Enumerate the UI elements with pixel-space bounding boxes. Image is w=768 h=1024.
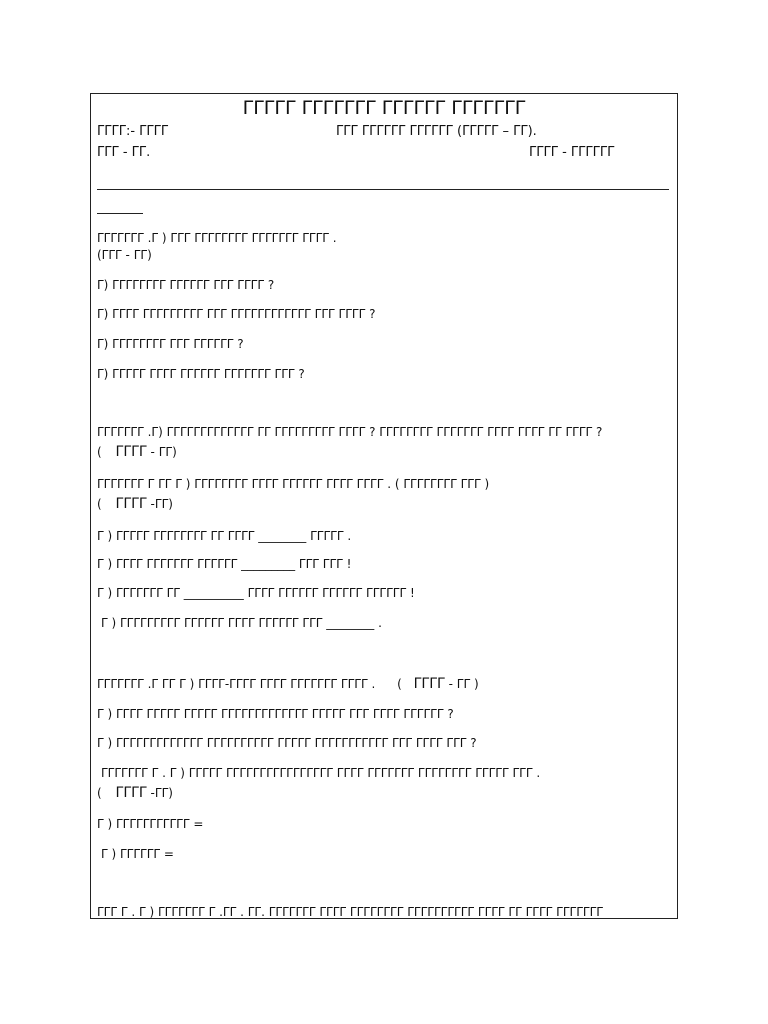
q4-item-2: Γ ) ΓΓΓΓΓΓΓΓΓΓΓΓΓ ΓΓΓΓΓΓΓΓΓΓ ΓΓΓΓΓ ΓΓΓΓΓΓΓΓΓΓΓ ΓΓΓ ΓΓΓΓ ΓΓΓ ?: [97, 736, 477, 750]
q3-marks: [97, 496, 173, 512]
q3-marks-word: ΓΓΓΓ: [115, 496, 147, 512]
q4-item-1: Γ ) ΓΓΓΓ ΓΓΓΓΓ ΓΓΓΓΓ ΓΓΓΓΓΓΓΓΓΓΓΓΓ ΓΓΓΓΓ ΓΓΓ ΓΓΓΓ ΓΓΓΓΓΓ ?: [97, 707, 454, 721]
q1-item-1: Γ) ΓΓΓΓΓΓΓΓ ΓΓΓΓΓΓ ΓΓΓ ΓΓΓΓ ?: [97, 278, 275, 292]
q5-marks-word: ΓΓΓΓ: [115, 785, 147, 801]
q3-item-1: Γ ) ΓΓΓΓΓ ΓΓΓΓΓΓΓΓ ΓΓ ΓΓΓΓ ________ ΓΓΓΓΓ .: [97, 529, 352, 543]
q3-item-2: Γ ) ΓΓΓΓ ΓΓΓΓΓΓΓ ΓΓΓΓΓΓ _________ ΓΓΓ ΓΓΓ !: [97, 557, 352, 571]
q2-marks-word: ΓΓΓΓ: [115, 444, 147, 460]
q1-item-2: Γ) ΓΓΓΓ ΓΓΓΓΓΓΓΓΓ ΓΓΓ ΓΓΓΓΓΓΓΓΓΓΓΓ ΓΓΓ ΓΓΓΓ ?: [97, 307, 376, 321]
q1-marks: (ΓΓΓ - ΓΓ): [97, 248, 152, 262]
q3-marks-open: (: [97, 497, 102, 511]
q4-marks-close: - ΓΓ ): [448, 677, 479, 691]
q5-marks-open: (: [97, 786, 102, 800]
q4-marks-word: ΓΓΓΓ: [413, 676, 445, 692]
q5-marks-close: -ΓΓ): [150, 786, 173, 800]
q3-heading: ΓΓΓΓΓΓΓ Γ ΓΓ Γ ) ΓΓΓΓΓΓΓΓ ΓΓΓΓ ΓΓΓΓΓΓ ΓΓΓΓ ΓΓΓΓ . ( ΓΓΓΓΓΓΓΓ ΓΓΓ ): [97, 477, 490, 491]
q6-heading: ΓΓΓ Γ . Γ ) ΓΓΓΓΓΓΓ Γ .ΓΓ . ΓΓ. ΓΓΓΓΓΓΓ ΓΓΓΓ ΓΓΓΓΓΓΓΓ ΓΓΓΓΓΓΓΓΓΓ ΓΓΓΓ ΓΓ ΓΓΓΓ ΓΓΓΓΓΓΓ: [97, 905, 603, 919]
header-divider: [97, 189, 669, 190]
q5-item-2: Γ ) ΓΓΓΓΓΓ =: [101, 847, 174, 861]
q5-item-1: Γ ) ΓΓΓΓΓΓΓΓΓΓΓ =: [97, 817, 204, 831]
q3-item-4: Γ ) ΓΓΓΓΓΓΓΓΓ ΓΓΓΓΓΓ ΓΓΓΓ ΓΓΓΓΓΓ ΓΓΓ ________ .: [101, 616, 382, 630]
marks-label: ΓΓΓ - ΓΓ.: [97, 145, 151, 160]
q1-item-3: Γ) ΓΓΓΓΓΓΓΓ ΓΓΓ ΓΓΓΓΓΓ ?: [97, 337, 244, 351]
question-paper: [90, 93, 678, 919]
q4-marks-open: (: [397, 677, 402, 691]
q1-heading: ΓΓΓΓΓΓΓ .Γ ) ΓΓΓ ΓΓΓΓΓΓΓΓ ΓΓΓΓΓΓΓ ΓΓΓΓ .: [97, 231, 337, 245]
subject-label: ΓΓΓΓ:- ΓΓΓΓ: [97, 124, 169, 139]
q2-heading: ΓΓΓΓΓΓΓ .Γ) ΓΓΓΓΓΓΓΓΓΓΓΓΓ ΓΓ ΓΓΓΓΓΓΓΓΓ ΓΓΓΓ ? ΓΓΓΓΓΓΓΓ ΓΓΓΓΓΓΓ ΓΓΓΓ ΓΓΓΓ ΓΓ ΓΓΓΓ ?: [97, 425, 603, 439]
q3-marks-close: -ΓΓ): [150, 497, 173, 511]
q5-marks: [97, 785, 173, 801]
q4-heading: [97, 676, 479, 692]
q2-marks-close: - ΓΓ): [150, 445, 177, 459]
q3-item-3: Γ ) ΓΓΓΓΓΓΓ ΓΓ __________ ΓΓΓΓ ΓΓΓΓΓΓ ΓΓΓΓΓΓ ΓΓΓΓΓΓ !: [97, 586, 415, 600]
q5-heading: ΓΓΓΓΓΓΓ Γ . Γ ) ΓΓΓΓΓ ΓΓΓΓΓΓΓΓΓΓΓΓΓΓΓΓ ΓΓΓΓ ΓΓΓΓΓΓΓ ΓΓΓΓΓΓΓΓ ΓΓΓΓΓ ΓΓΓ .: [101, 766, 541, 780]
q4-heading-text: ΓΓΓΓΓΓΓ .Γ ΓΓ Γ ) ΓΓΓΓ-ΓΓΓΓ ΓΓΓΓ ΓΓΓΓΓΓΓ ΓΓΓΓ .: [97, 677, 376, 691]
paper-title: ΓΓΓΓΓ ΓΓΓΓΓΓΓ ΓΓΓΓΓΓ ΓΓΓΓΓΓΓ: [242, 97, 526, 119]
q2-marks-open: (: [97, 445, 102, 459]
q2-marks: [97, 444, 177, 460]
exam-name: ΓΓΓ ΓΓΓΓΓΓ ΓΓΓΓΓΓ (ΓΓΓΓΓ – ΓΓ).: [336, 124, 537, 139]
time-label: ΓΓΓΓ - ΓΓΓΓΓΓ: [529, 145, 615, 160]
q1-item-4: Γ) ΓΓΓΓΓ ΓΓΓΓ ΓΓΓΓΓΓ ΓΓΓΓΓΓΓ ΓΓΓ ?: [97, 367, 305, 381]
header-divider-continuation: [97, 213, 143, 214]
